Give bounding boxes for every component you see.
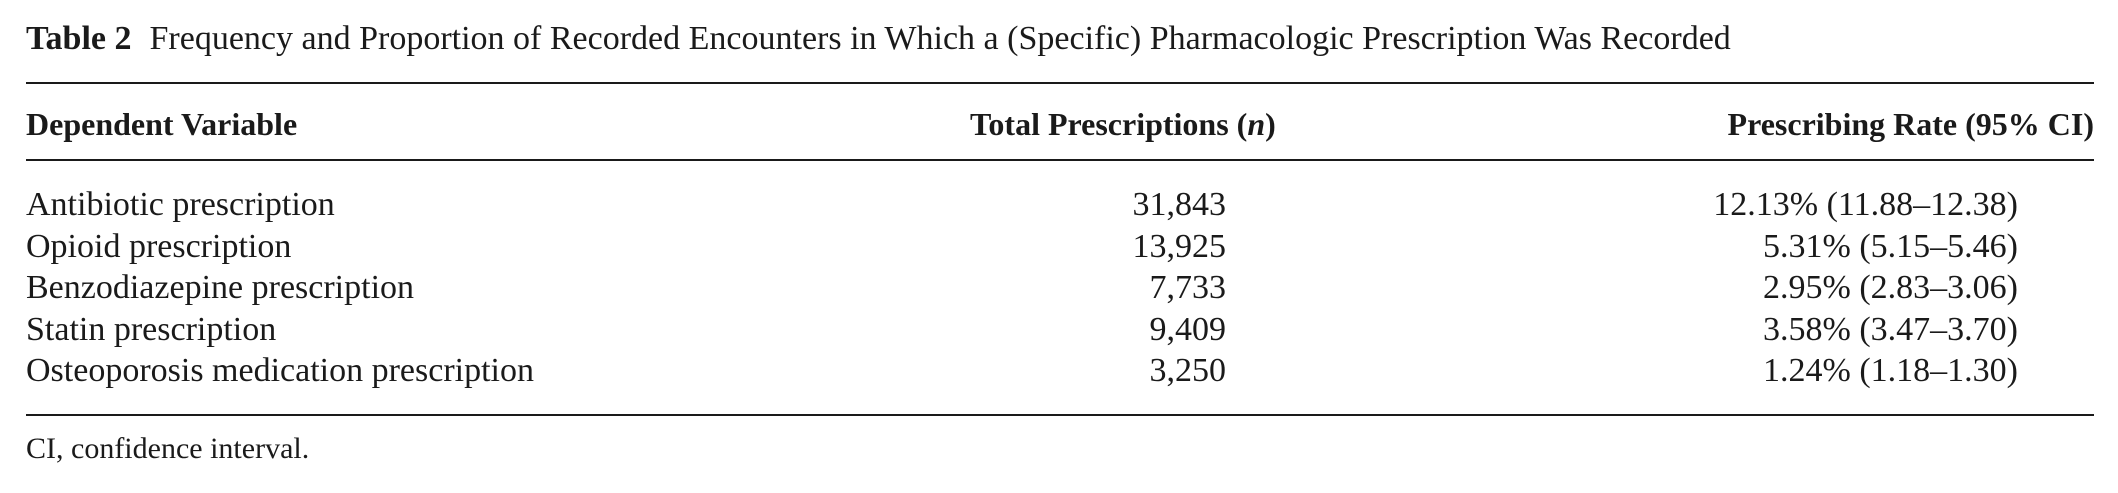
- top-rule: [26, 82, 2094, 84]
- header-dependent-variable: Dependent Variable: [26, 106, 298, 142]
- table-row: [26, 184, 2094, 226]
- table-body: [26, 184, 2094, 392]
- cell-total: 3,250: [1149, 352, 1226, 389]
- cell-rate: 5.31% (5.15–5.46): [1763, 227, 2018, 265]
- bottom-rule: [26, 414, 2094, 416]
- table-footnote: CI, confidence interval.: [26, 432, 310, 465]
- table-row: [26, 267, 2094, 309]
- cell-rate: 2.95% (2.83–3.06): [1763, 269, 2018, 306]
- cell-variable: Osteoporosis medication prescription: [26, 352, 535, 389]
- table-title: Frequency and Proportion of Recorded Encounters in Which a (Specific) Pharmacologic Prescription Was Recorded: [149, 20, 1731, 57]
- header-prescribing-rate: Prescribing Rate (95% CI): [1727, 106, 2094, 142]
- cell-rate: 1.24% (1.18–1.30): [1763, 352, 2018, 389]
- table-row: [26, 350, 2094, 392]
- cell-variable: Antibiotic prescription: [26, 186, 335, 223]
- table-row: [26, 309, 2094, 351]
- header-total-prefix: Total Prescriptions (: [970, 106, 1248, 142]
- cell-total: 31,843: [1132, 186, 1226, 223]
- header-total-prescriptions: [970, 104, 1276, 144]
- header-total-n: n: [1247, 106, 1266, 142]
- cell-variable: Statin prescription: [26, 310, 277, 348]
- cell-variable: Benzodiazepine prescription: [26, 269, 415, 306]
- cell-total: 9,409: [1149, 310, 1226, 348]
- cell-rate: 12.13% (11.88–12.38): [1713, 186, 2018, 223]
- cell-total: 7,733: [1149, 269, 1226, 306]
- table-caption: [26, 18, 1731, 60]
- table-label: Table 2: [26, 20, 132, 57]
- cell-variable: Opioid prescription: [26, 227, 292, 265]
- cell-rate: 3.58% (3.47–3.70): [1763, 310, 2018, 348]
- header-total-suffix: ): [1265, 106, 1276, 142]
- header-rule: [26, 159, 2094, 161]
- cell-total: 13,925: [1132, 227, 1226, 265]
- table-row: [26, 226, 2094, 268]
